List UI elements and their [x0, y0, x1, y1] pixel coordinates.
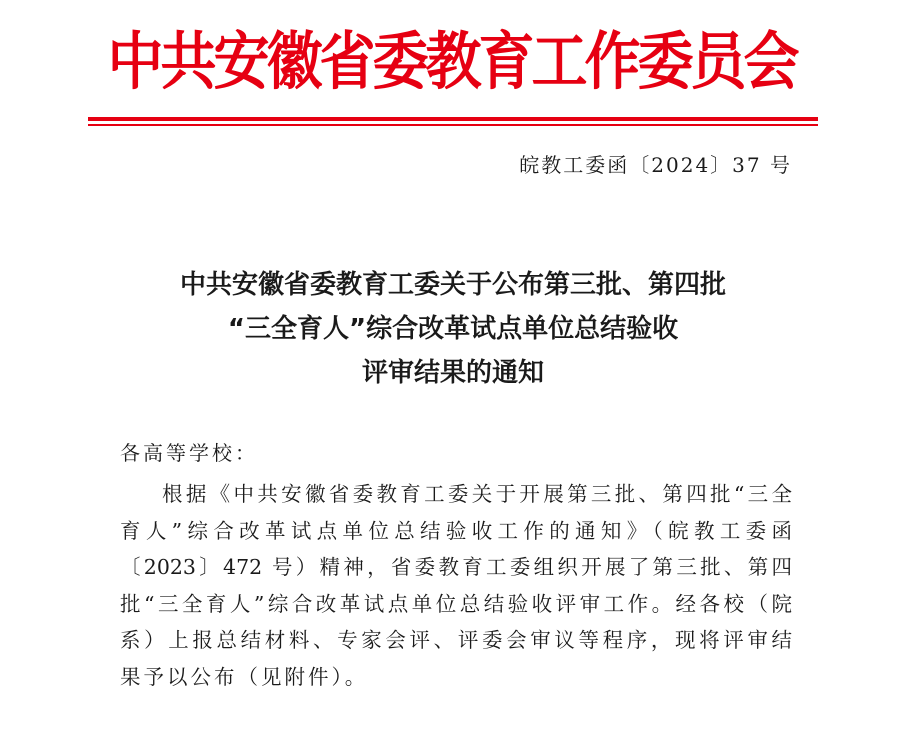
- issuer-masthead: 中共安徽省委教育工作委员会: [107, 25, 797, 99]
- salutation: 各高等学校：: [120, 441, 258, 465]
- document-number: 皖教工委函〔2024〕37 号: [519, 153, 792, 177]
- body-line: 育人”综合改革试点单位总结验收工作的通知》（皖教工委函: [120, 518, 792, 543]
- document-title: [88, 263, 818, 395]
- body-line: 批“三全育人”综合改革试点单位总结验收评审工作。经各校（院: [120, 591, 792, 616]
- title-line: “三全育人”综合改革试点单位总结验收: [227, 314, 679, 344]
- body-line: 系）上报总结材料、专家会评、评委会审议等程序，现将评审结: [120, 628, 792, 652]
- title-line: 评审结果的通知: [361, 358, 544, 388]
- body-line: 果予以公布（见附件）。: [120, 664, 369, 689]
- body-line: 根据《中共安徽省委教育工委关于开展第三批、第四批“三全: [162, 482, 792, 506]
- masthead-rule-thin: [88, 124, 818, 126]
- body-paragraph: [120, 476, 792, 695]
- body-line: 〔2023〕472 号）精神，省委教育工委组织开展了第三批、第四: [120, 555, 792, 579]
- masthead-rule-thick: [88, 117, 818, 121]
- title-line: 中共安徽省委教育工委关于公布第三批、第四批: [179, 270, 726, 300]
